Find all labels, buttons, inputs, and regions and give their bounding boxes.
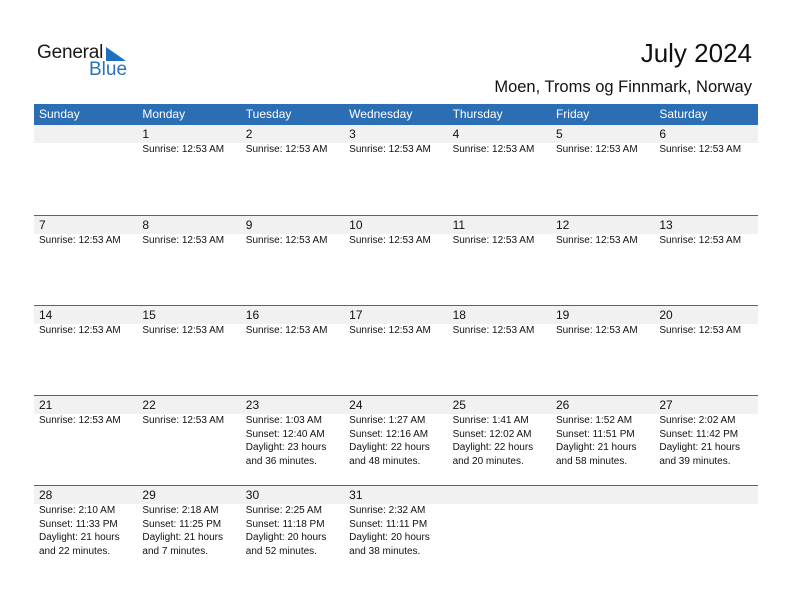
sunrise-text: Sunrise: 1:41 AM xyxy=(452,415,529,426)
day-cell xyxy=(137,216,240,248)
day-number: 31 xyxy=(349,488,363,502)
sunset-text: Sunset: 11:42 PM xyxy=(659,428,739,440)
sunrise-text: Sunrise: 2:18 AM xyxy=(142,505,219,516)
day-cell xyxy=(241,306,344,338)
sunrise-text: Sunrise: 2:25 AM xyxy=(245,505,322,516)
sunset-text: Sunset: 12:16 AM xyxy=(349,428,429,440)
sunrise-text: Sunrise: 2:02 AM xyxy=(659,415,736,426)
sunrise-text: Sunrise: 12:53 AM xyxy=(245,144,328,155)
weekday-saturday: Saturday xyxy=(659,107,708,121)
day-cell xyxy=(551,486,654,558)
day-number: 28 xyxy=(39,488,53,502)
daylight-text: Daylight: 22 hours xyxy=(452,442,534,453)
day-number: 6 xyxy=(659,127,667,141)
location-subtitle: Moen, Troms og Finnmark, Norway xyxy=(494,78,752,96)
day-number: 5 xyxy=(555,127,563,141)
day-number: 22 xyxy=(142,398,156,412)
day-number: 3 xyxy=(349,127,356,141)
sunset-text: Sunset: 12:02 AM xyxy=(452,428,532,440)
day-cell xyxy=(241,486,344,558)
day-cell xyxy=(137,486,240,558)
daylight-text: Daylight: 20 hours xyxy=(349,532,430,543)
day-cell xyxy=(448,216,551,248)
day-cell xyxy=(344,306,447,338)
weekday-sunday: Sunday xyxy=(39,107,80,121)
day-number: 21 xyxy=(39,398,53,412)
day-cell xyxy=(34,125,137,157)
day-number: 9 xyxy=(245,218,253,232)
sunrise-text: Sunrise: 12:53 AM xyxy=(659,235,742,246)
daylight-text: Daylight: 23 hours xyxy=(245,442,327,453)
daylight-text: and 7 minutes. xyxy=(142,545,208,557)
day-number: 25 xyxy=(452,398,466,412)
sunrise-text: Sunrise: 12:53 AM xyxy=(349,235,431,246)
day-cell xyxy=(448,396,551,468)
day-cell xyxy=(137,125,240,157)
logo-text-general: General xyxy=(37,42,104,63)
sunrise-text: Sunrise: 12:53 AM xyxy=(659,325,742,336)
day-number: 23 xyxy=(245,398,260,412)
daylight-text: Daylight: 20 hours xyxy=(245,532,327,543)
sunset-text: Sunset: 11:11 PM xyxy=(349,518,428,530)
weekday-header-row xyxy=(34,104,758,125)
day-number: 12 xyxy=(555,218,570,232)
daylight-text: and 52 minutes. xyxy=(245,545,317,557)
sunrise-text: Sunrise: 12:53 AM xyxy=(39,325,121,336)
sunset-text: Sunset: 12:40 AM xyxy=(245,428,325,440)
sunrise-text: Sunrise: 12:53 AM xyxy=(142,415,225,426)
week-row xyxy=(34,215,758,305)
day-cell xyxy=(344,125,447,157)
sunrise-text: Sunrise: 12:53 AM xyxy=(245,325,328,336)
daylight-text: and 20 minutes. xyxy=(452,455,524,467)
day-number: 14 xyxy=(39,308,53,322)
sunrise-text: Sunrise: 12:53 AM xyxy=(555,235,638,246)
day-cell xyxy=(448,486,551,558)
day-cell xyxy=(448,306,551,338)
day-number: 7 xyxy=(39,218,46,232)
page-title: July 2024 xyxy=(640,38,752,68)
daylight-text: and 36 minutes. xyxy=(245,455,317,467)
week-cells xyxy=(34,486,758,558)
sunset-text: Sunset: 11:51 PM xyxy=(555,428,635,440)
day-number: 16 xyxy=(245,308,260,322)
generalblue-logo xyxy=(37,42,137,82)
daylight-text: Daylight: 21 hours xyxy=(659,442,740,453)
day-cell xyxy=(551,216,654,248)
day-number xyxy=(453,486,551,504)
sunrise-text: Sunrise: 12:53 AM xyxy=(349,144,431,155)
sunrise-text: Sunrise: 12:53 AM xyxy=(452,144,535,155)
weekday-thursday: Thursday xyxy=(452,107,503,121)
sunrise-text: Sunrise: 1:52 AM xyxy=(555,415,633,426)
day-cell xyxy=(34,216,137,248)
day-number: 1 xyxy=(142,127,150,141)
weekday-wednesday: Wednesday xyxy=(349,107,413,121)
sunrise-text: Sunrise: 12:53 AM xyxy=(39,235,121,246)
day-cell xyxy=(654,486,757,558)
day-cell xyxy=(654,306,757,338)
weekday-tuesday: Tuesday xyxy=(245,107,292,121)
day-cell xyxy=(551,396,654,468)
sunrise-text: Sunrise: 12:53 AM xyxy=(245,235,328,246)
daylight-text: and 38 minutes. xyxy=(349,545,421,557)
day-cell xyxy=(654,125,757,157)
daylight-text: and 48 minutes. xyxy=(349,455,421,467)
day-cell xyxy=(137,396,240,468)
week-row xyxy=(34,485,758,575)
day-number: 30 xyxy=(245,488,260,502)
daylight-text: and 22 minutes. xyxy=(39,545,111,557)
week-row xyxy=(34,395,758,485)
day-cell xyxy=(137,306,240,338)
day-cell xyxy=(344,216,447,248)
day-cell xyxy=(344,396,447,468)
weekday-friday: Friday xyxy=(555,107,590,121)
day-cell xyxy=(551,125,654,157)
day-number: 24 xyxy=(349,398,363,412)
logo-text-blue: Blue xyxy=(89,59,128,80)
sunrise-text: Sunrise: 12:53 AM xyxy=(555,325,638,336)
week-row xyxy=(34,305,758,395)
day-number xyxy=(659,486,757,504)
daylight-text: and 58 minutes. xyxy=(555,455,628,467)
daylight-text: and 39 minutes. xyxy=(659,455,731,467)
day-number: 27 xyxy=(659,398,673,412)
sunrise-text: Sunrise: 12:53 AM xyxy=(555,144,638,155)
day-cell xyxy=(34,306,137,338)
week-cells xyxy=(34,125,758,157)
day-number xyxy=(39,125,137,143)
day-number: 2 xyxy=(245,127,253,141)
day-number: 10 xyxy=(349,218,363,232)
sunrise-text: Sunrise: 12:53 AM xyxy=(142,144,225,155)
day-number: 11 xyxy=(452,218,466,232)
day-number: 29 xyxy=(142,488,156,502)
day-number: 17 xyxy=(349,308,363,322)
day-number: 4 xyxy=(452,127,460,141)
day-number: 18 xyxy=(452,308,466,322)
day-number: 13 xyxy=(659,218,673,232)
weekday-monday: Monday xyxy=(142,107,186,121)
daylight-text: Daylight: 21 hours xyxy=(555,442,637,453)
daylight-text: Daylight: 21 hours xyxy=(142,532,223,543)
day-cell xyxy=(241,125,344,157)
sunrise-text: Sunrise: 1:03 AM xyxy=(245,415,322,426)
day-number: 15 xyxy=(142,308,156,322)
sunrise-text: Sunrise: 2:10 AM xyxy=(39,505,116,516)
week-row xyxy=(34,125,758,215)
day-cell xyxy=(34,486,137,558)
day-number: 20 xyxy=(659,308,673,322)
daylight-text: Daylight: 22 hours xyxy=(349,442,430,453)
sunrise-text: Sunrise: 12:53 AM xyxy=(452,325,535,336)
daylight-text: Daylight: 21 hours xyxy=(39,532,120,543)
calendar-grid xyxy=(34,104,758,575)
day-cell xyxy=(551,306,654,338)
day-cell xyxy=(241,396,344,468)
sunrise-text: Sunrise: 12:53 AM xyxy=(452,235,535,246)
day-cell xyxy=(448,125,551,157)
sunrise-text: Sunrise: 1:27 AM xyxy=(349,415,426,426)
day-cell xyxy=(241,216,344,248)
sunset-text: Sunset: 11:18 PM xyxy=(245,518,325,530)
sunrise-text: Sunrise: 2:32 AM xyxy=(349,505,426,516)
sunrise-text: Sunrise: 12:53 AM xyxy=(39,415,121,426)
sunset-text: Sunset: 11:33 PM xyxy=(39,518,118,530)
sunrise-text: Sunrise: 12:53 AM xyxy=(349,325,431,336)
day-number: 19 xyxy=(555,308,570,322)
day-cell xyxy=(654,216,757,248)
day-cell xyxy=(34,396,137,468)
week-cells xyxy=(34,306,758,338)
week-cells xyxy=(34,216,758,248)
week-cells xyxy=(34,396,758,468)
day-number: 26 xyxy=(555,398,570,412)
day-cell xyxy=(654,396,757,468)
sunrise-text: Sunrise: 12:53 AM xyxy=(142,325,225,336)
sunrise-text: Sunrise: 12:53 AM xyxy=(659,144,742,155)
day-number: 8 xyxy=(142,218,150,232)
day-number xyxy=(556,486,654,504)
day-cell xyxy=(344,486,447,558)
sunrise-text: Sunrise: 12:53 AM xyxy=(142,235,225,246)
weeks-container xyxy=(34,125,758,575)
sunset-text: Sunset: 11:25 PM xyxy=(142,518,222,530)
